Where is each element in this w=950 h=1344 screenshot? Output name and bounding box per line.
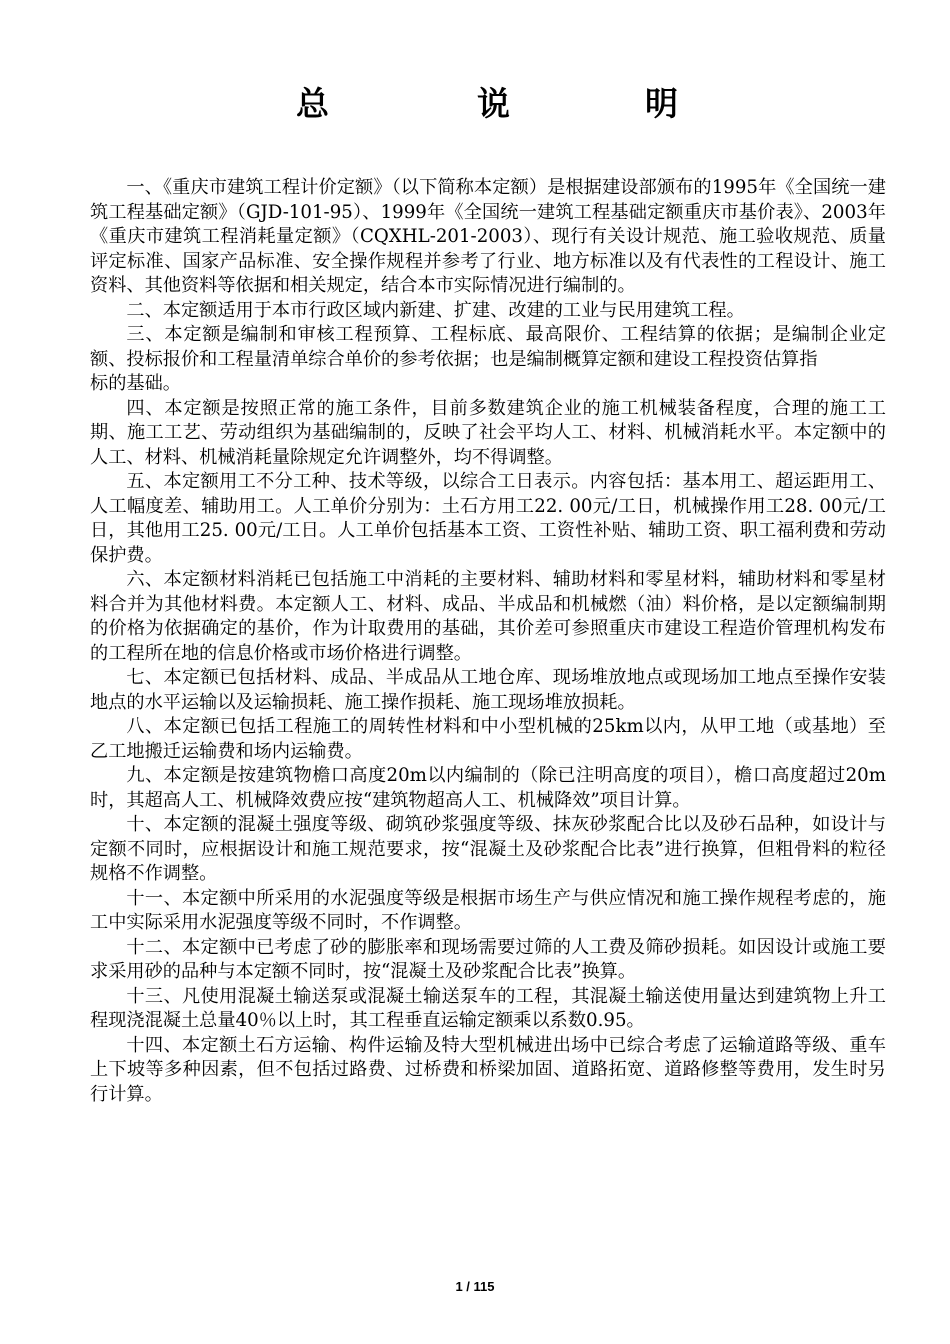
paragraph-9: 九、本定额是按建筑物檐口高度20m以内编制的（除已注明高度的项目），檐口高度超过20m时，其超高人工、机械降效费应按“建筑物超高人工、机械降效”项目计算。 bbox=[90, 765, 886, 811]
document-body bbox=[90, 176, 886, 1107]
paragraph-1: 一、《重庆市建筑工程计价定额》（以下简称本定额）是根据建设部颁布的1995年《全国统一建筑工程基础定额》（GJD-101-95）、1999年《全国统一建筑工程基础定额重庆市基价表》、2003年《重庆市建筑工程消耗量定额》（CQXHL-201-2003）、现行有关设计规范、施工验收规范、质量评定标准、国家产品标准、安全操作规程并参考了行业、地方标准以及有代表性的工程设计、施工资料、其他资料等依据和相关规定，结合本市实际情况进行编制的。 bbox=[90, 177, 886, 296]
page-number: 1 / 115 bbox=[455, 1279, 495, 1294]
paragraph-3-continuation: 标的基础。 bbox=[90, 373, 181, 394]
paragraph-5: 五、本定额用工不分工种、技术等级，以综合工日表示。内容包括：基本用工、超运距用工、人工幅度差、辅助用工。人工单价分别为：土石方用工22. 00元/工日，机械操作用工28. 00元/工日，其他用工25. 00元/工日。人工单价包括基本工资、工资性补贴、辅助工资、职工福利费和劳动保护费。 bbox=[90, 471, 886, 566]
paragraph-8: 八、本定额已包括工程施工的周转性材料和中小型机械的25km以内，从甲工地（或基地）至乙工地搬迁运输费和场内运输费。 bbox=[90, 716, 886, 762]
page-title bbox=[0, 78, 950, 126]
paragraph-12: 十二、本定额中已考虑了砂的膨胀率和现场需要过筛的人工费及筛砂损耗。如因设计或施工要求采用砂的品种与本定额不同时，按“混凝土及砂浆配合比表”换算。 bbox=[90, 936, 886, 982]
paragraph-14: 十四、本定额土石方运输、构件运输及特大型机械进出场中已综合考虑了运输道路等级、重车上下坡等多种因素，但不包括过路费、过桥费和桥梁加固、道路拓宽、道路修整等费用，发生时另行计算。 bbox=[90, 1034, 886, 1105]
paragraph-4: 四、本定额是按照正常的施工条件，目前多数建筑企业的施工机械装备程度，合理的施工工期、施工工艺、劳动组织为基础编制的，反映了社会平均人工、材料、机械消耗水平。本定额中的人工、材料、机械消耗量除规定允许调整外，均不得调整。 bbox=[90, 397, 886, 468]
title-char-1: 总 bbox=[296, 84, 329, 123]
paragraph-6: 六、本定额材料消耗已包括施工中消耗的主要材料、辅助材料和零星材料，辅助材料和零星材料合并为其他材料费。本定额人工、材料、成品、半成品和机械燃（油）料价格，是以定额编制期的价格为依据确定的基价，作为计取费用的基础，其价差可参照重庆市建设工程造价管理机构发布的工程所在地的信息价格或市场价格进行调整。 bbox=[90, 569, 886, 664]
paragraph-3: 三、本定额是编制和审核工程预算、工程标底、最高限价、工程结算的依据；是编制企业定额、投标报价和工程量清单综合单价的参考依据；也是编制概算定额和建设工程投资估算指 bbox=[90, 324, 886, 370]
paragraph-2: 二、本定额适用于本市行政区域内新建、扩建、改建的工业与民用建筑工程。 bbox=[126, 299, 745, 321]
paragraph-7: 七、本定额已包括材料、成品、半成品从工地仓库、现场堆放地点或现场加工地点至操作安装地点的水平运输以及运输损耗、施工操作损耗、施工现场堆放损耗。 bbox=[90, 667, 886, 713]
paragraph-13: 十三、凡使用混凝土输送泵或混凝土输送泵车的工程，其混凝土输送使用量达到建筑物上升工程现浇混凝土总量40％以上时，其工程垂直运输定额乘以系数0.95。 bbox=[90, 985, 886, 1031]
paragraph-11: 十一、本定额中所采用的水泥强度等级是根据市场生产与供应情况和施工操作规程考虑的，施工中实际采用水泥强度等级不同时，不作调整。 bbox=[90, 887, 886, 933]
title-char-3: 明 bbox=[645, 84, 678, 123]
paragraph-10: 十、本定额的混凝土强度等级、砌筑砂浆强度等级、抹灰砂浆配合比以及砂石品种，如设计与定额不同时，应根据设计和施工规范要求，按“混凝土及砂浆配合比表”进行换算，但粗骨料的粒径规格不作调整。 bbox=[90, 814, 886, 884]
title-char-2: 说 bbox=[477, 84, 510, 123]
